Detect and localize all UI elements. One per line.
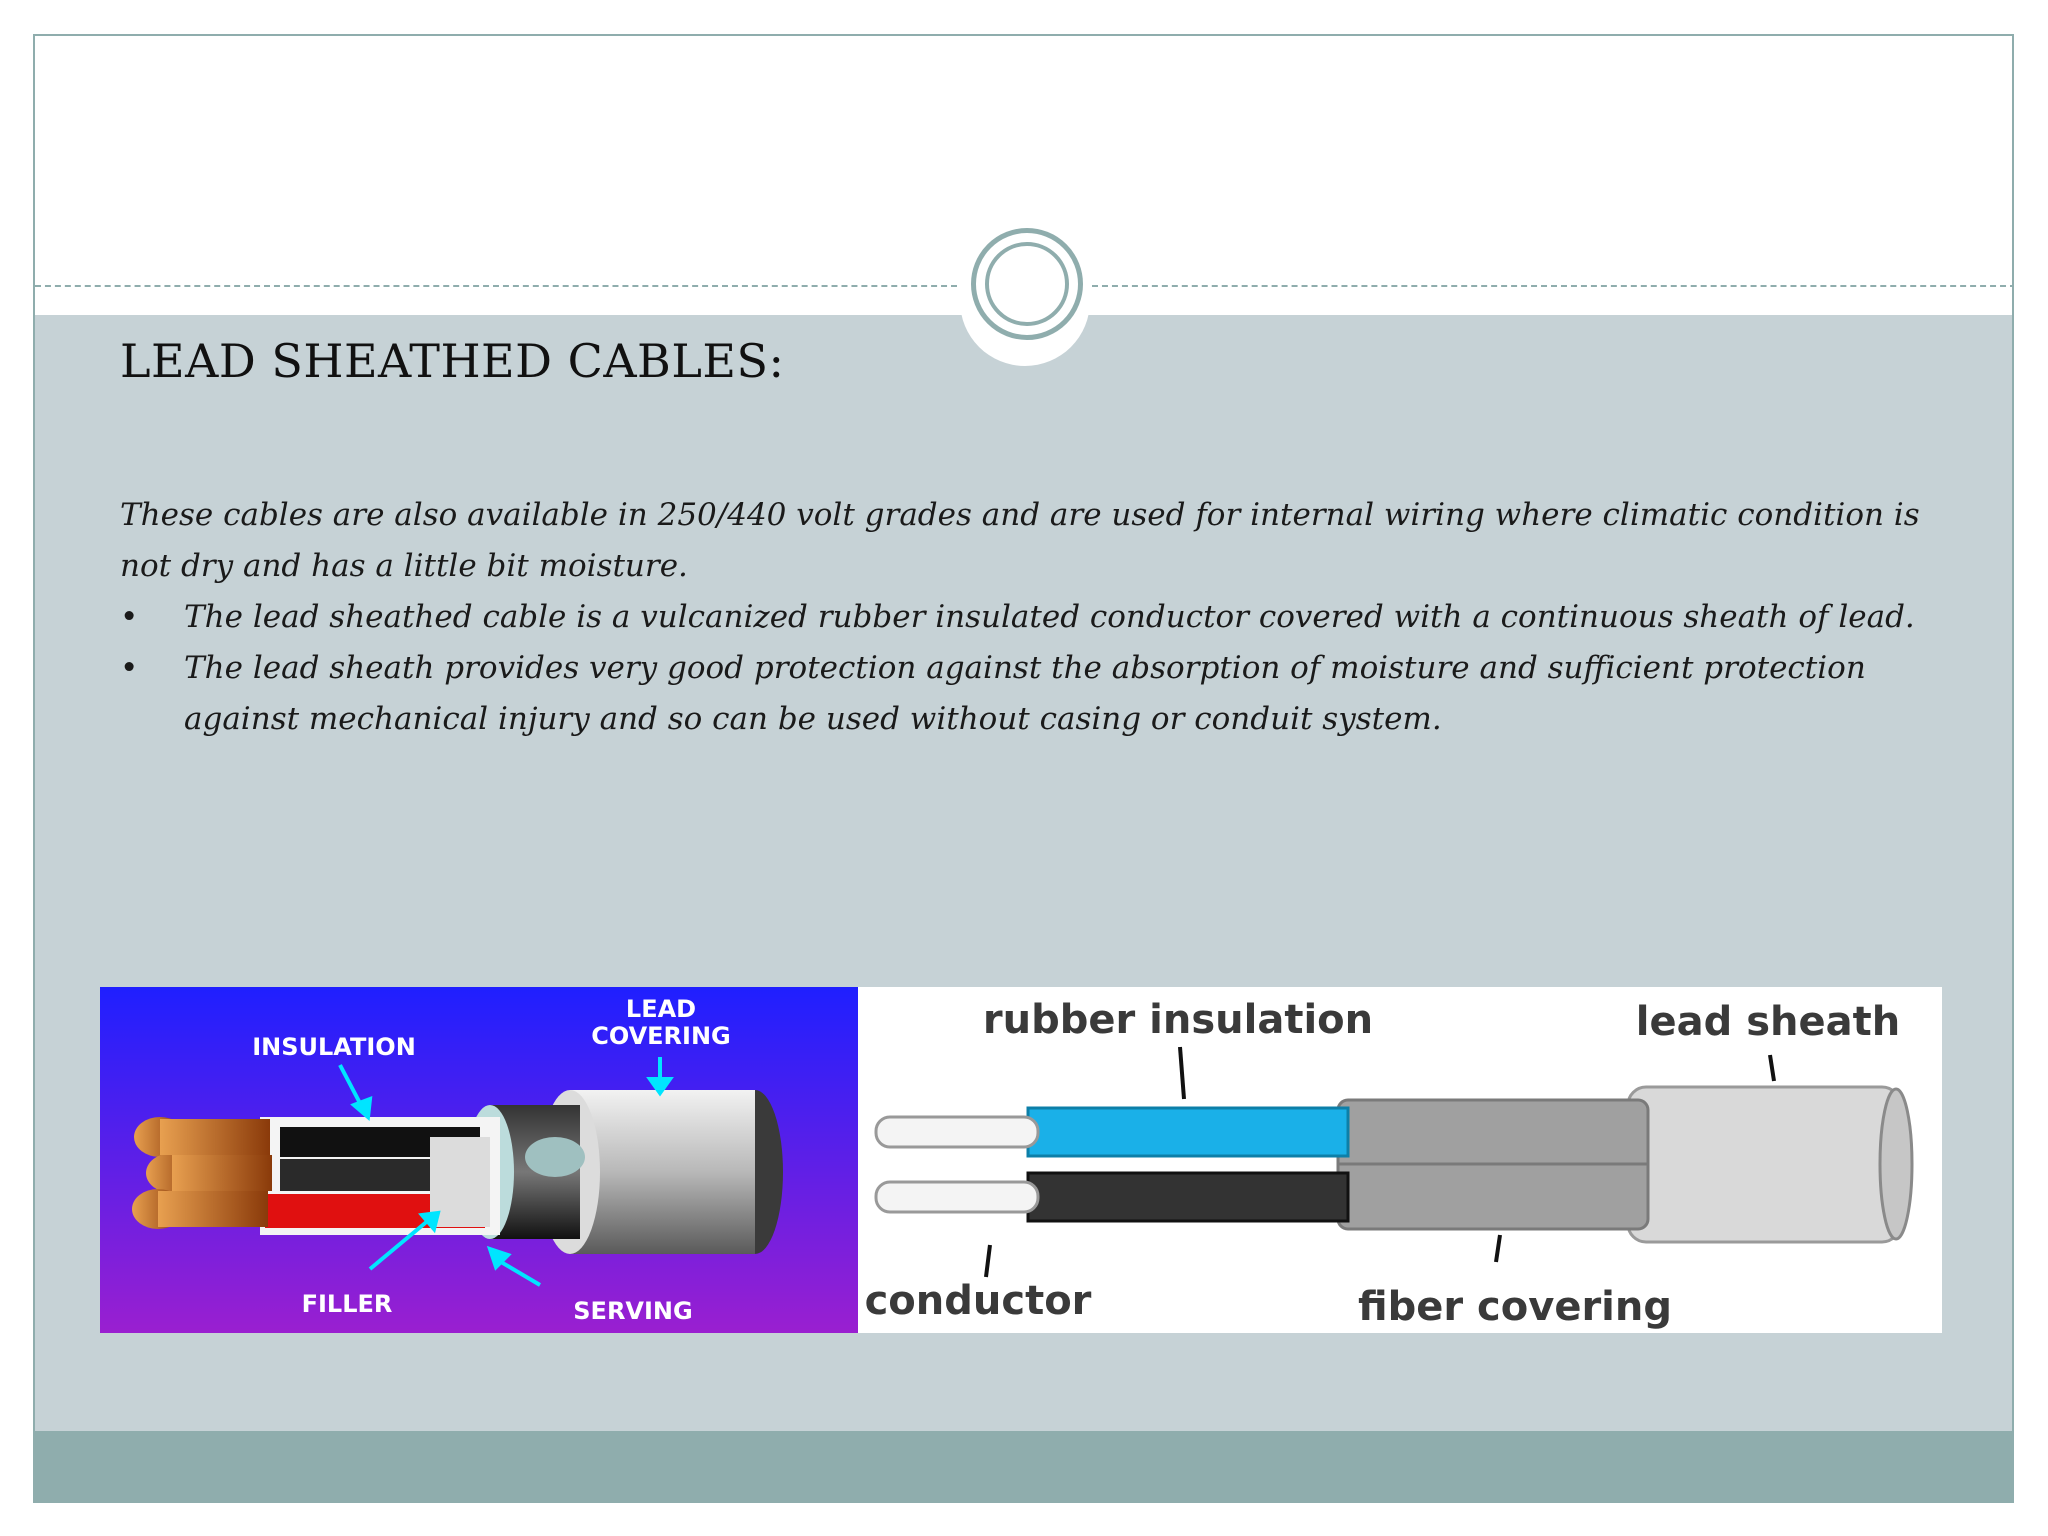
lead-sheath-outer [1628,1087,1900,1242]
divider-ring-inner [985,242,1069,326]
label-lead-sheath: lead sheath [1635,999,1901,1045]
slide-footer-band [35,1431,2012,1503]
bullet-item [120,643,1970,745]
cable-figures [100,987,1942,1333]
label-covering: COVERING [591,1022,731,1050]
intro-paragraph: These cables are also available in 250/440 volt grades and are used for internal wiring where climatic condition is not dry and has a little bit moisture. [120,497,1920,584]
slide-title: LEAD SHEATHED CABLES: [120,334,785,388]
cable-cross-section-diagram [100,987,858,1333]
lead-sheath-end [1880,1089,1912,1239]
copper-conductor [158,1191,268,1227]
two-core-cable-diagram [858,987,1942,1333]
label-serving: SERVING [573,1297,693,1325]
cable-cross-section-figure [100,987,858,1333]
black-core-insulation [1028,1173,1348,1221]
conductor-bottom [876,1182,1038,1212]
serving-highlight [525,1137,585,1177]
copper-conductor [172,1155,272,1191]
label-filler: FILLER [301,1290,393,1318]
bullet-text: The lead sheathed cable is a vulcanized rubber insulated conductor covered with a continuous sheath of lead. [184,599,1915,635]
two-core-cable-figure [858,987,1942,1333]
label-fiber-covering: fiber covering [1357,1284,1673,1330]
bullet-item [120,592,1970,643]
copper-conductor [160,1119,270,1155]
label-lead: LEAD [625,995,697,1023]
label-conductor: conductor [864,1278,1092,1324]
label-insulation: INSULATION [252,1033,416,1061]
header-divider-left [35,285,957,287]
slide-body [120,490,1970,745]
label-rubber-insulation: rubber insulation [982,997,1374,1043]
divider-ring-ornament [971,228,1083,340]
bullet-list [120,592,1970,745]
bullet-icon: • [120,650,139,686]
conductor-top [876,1117,1038,1147]
bullet-text: The lead sheath provides very good protection against the absorption of moisture and sufficient protection against mechanical injury and so can be used without casing or conduit system. [184,650,1866,737]
header-divider-right [1092,285,2014,287]
bullet-icon: • [120,599,139,635]
blue-core-insulation [1028,1108,1348,1156]
